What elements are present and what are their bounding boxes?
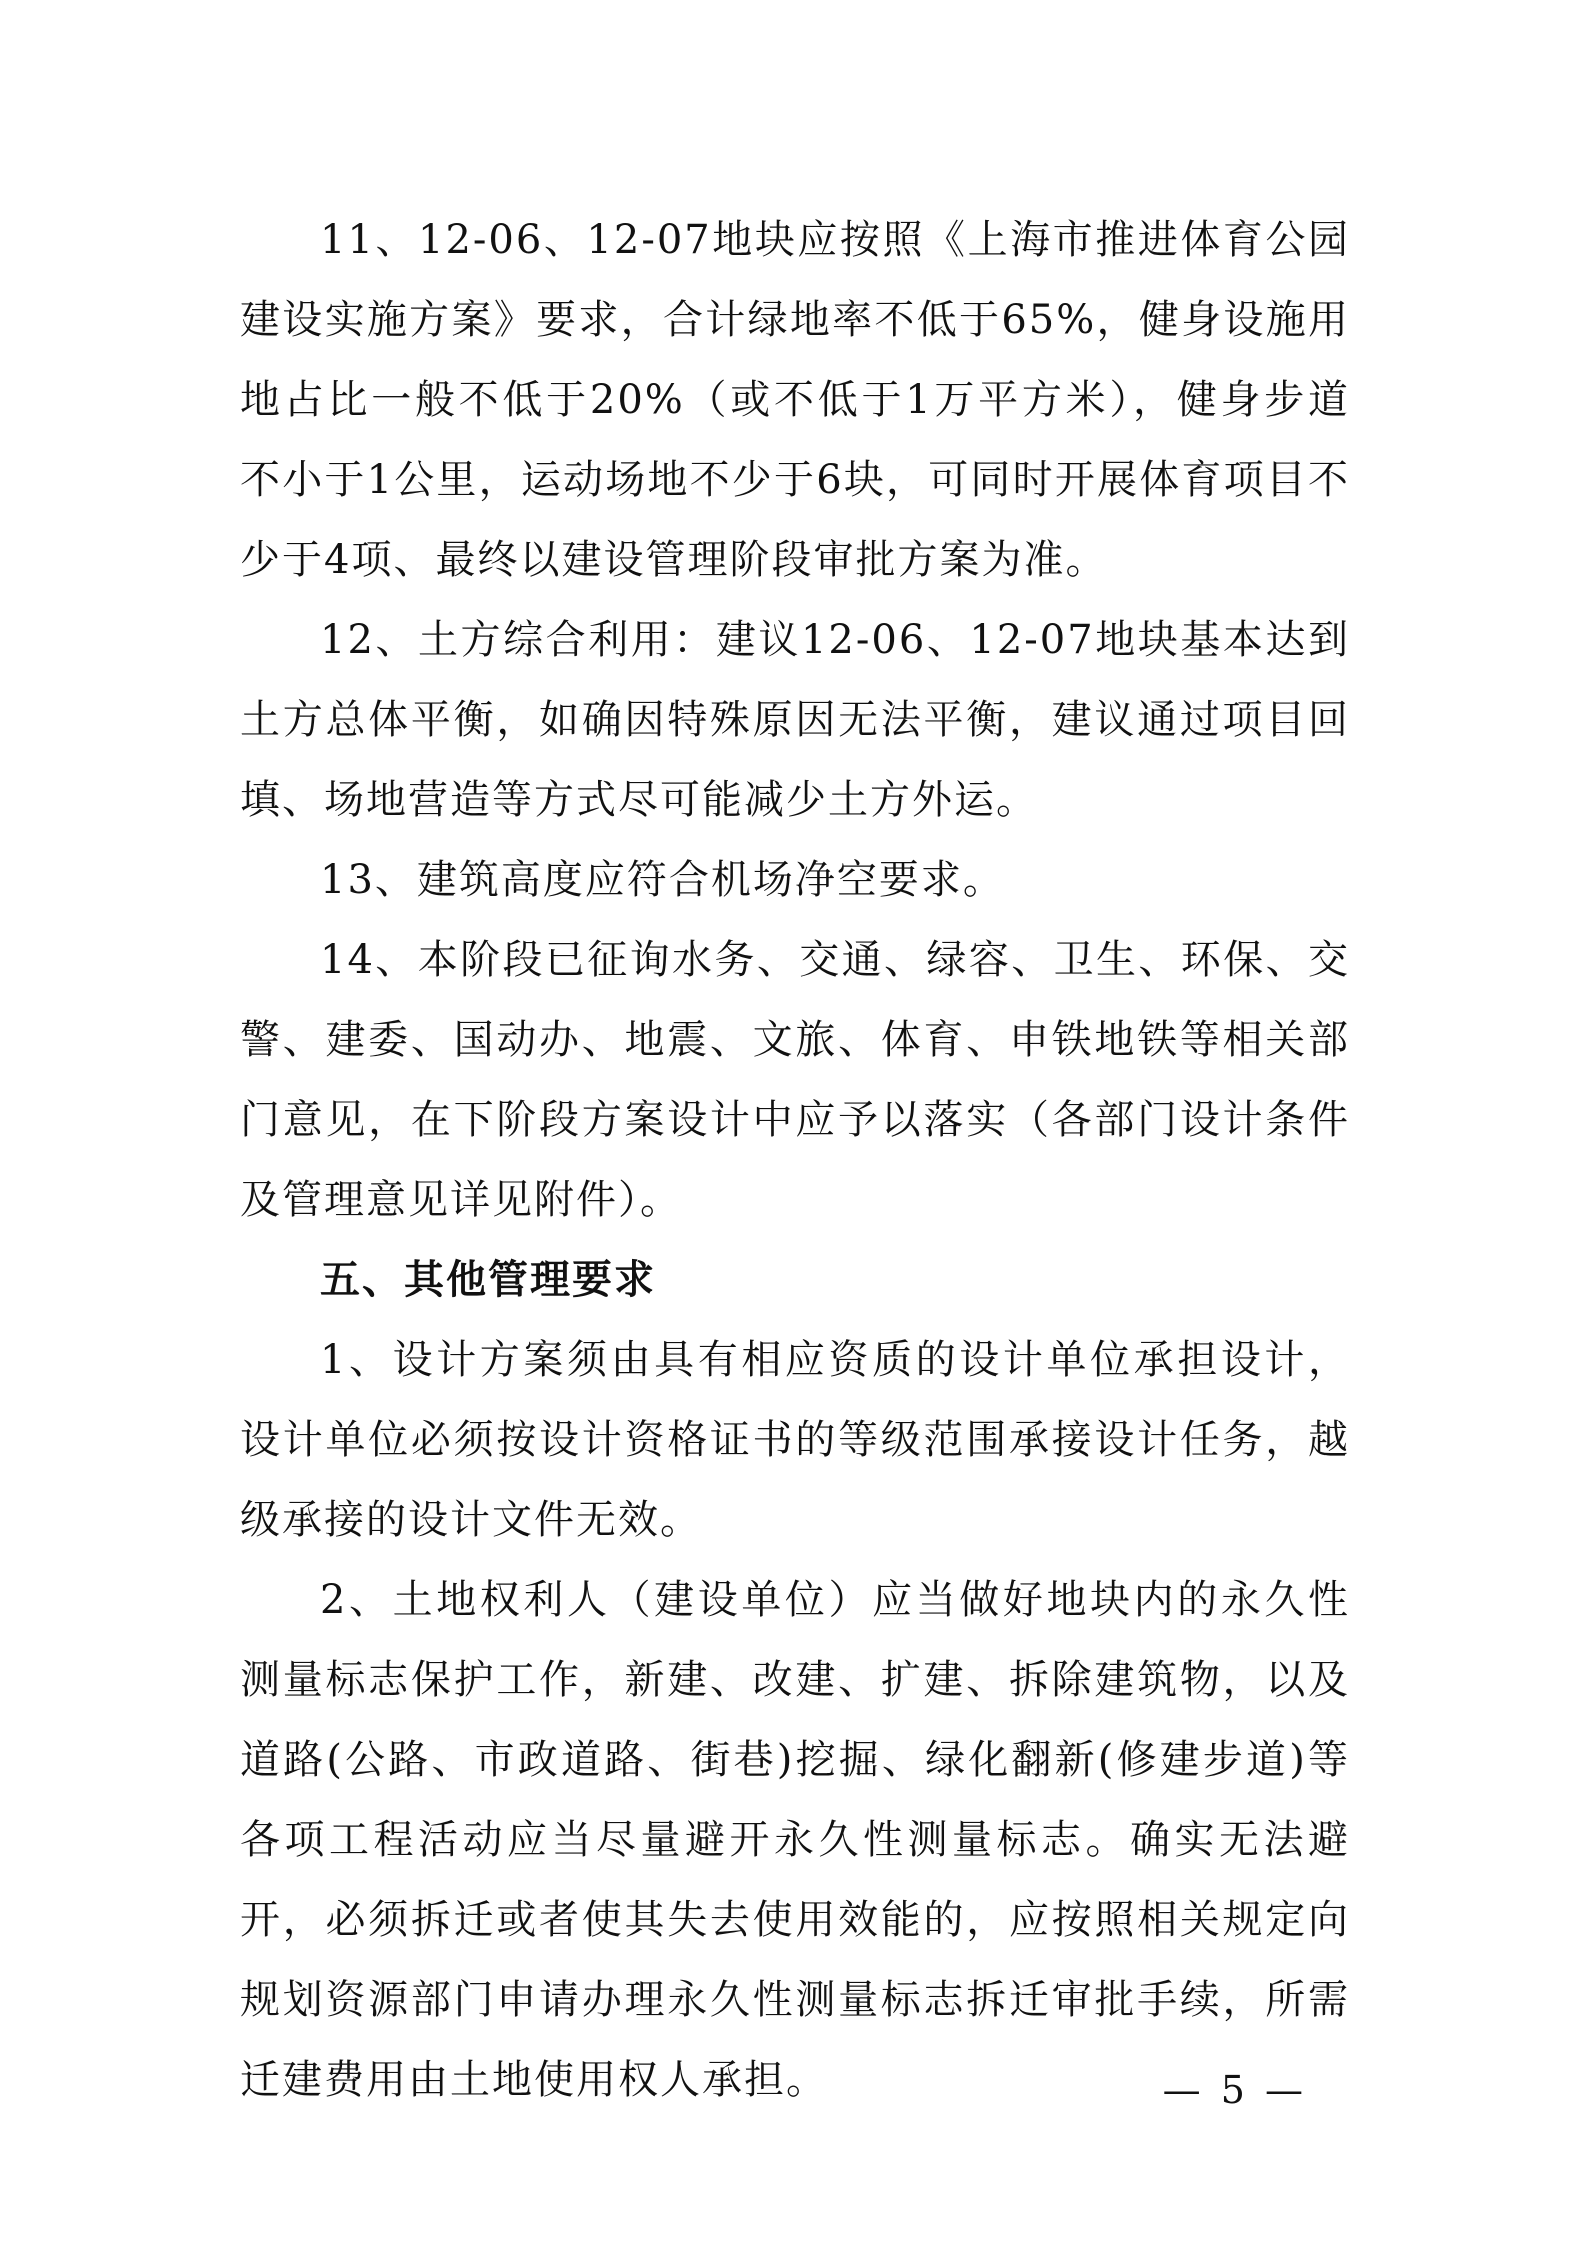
paragraph-item-13: 13、建筑高度应符合机场净空要求。 [320, 857, 1005, 903]
section-heading: 五、其他管理要求 [320, 1257, 656, 1303]
document-body [240, 200, 1350, 2120]
paragraph-item-11: 11、12-06、12-07地块应按照《上海市推进体育公园建设实施方案》要求，合计绿地率不低于65%，健身设施用地占比一般不低于20%（或不低于1万平方米），健身步道不小于1公里，运动场地不少于6块，可同时开展体育项目不少于4项、最终以建设管理阶段审批方案为准。 [240, 217, 1350, 583]
paragraph-item-12: 12、土方综合利用：建议12-06、12-07地块基本达到土方总体平衡，如确因特殊原因无法平衡，建议通过项目回填、场地营造等方式尽可能减少土方外运。 [240, 617, 1350, 823]
paragraph-item-14: 14、本阶段已征询水务、交通、绿容、卫生、环保、交警、建委、国动办、地震、文旅、体育、申铁地铁等相关部门意见，在下阶段方案设计中应予以落实（各部门设计条件及管理意见详见附件）。 [240, 937, 1350, 1223]
paragraph-item-2: 2、土地权利人（建设单位）应当做好地块内的永久性测量标志保护工作，新建、改建、扩建、拆除建筑物，以及道路(公路、市政道路、街巷)挖掘、绿化翻新(修建步道)等各项工程活动应当尽量避开永久性测量标志。确实无法避开，必须拆迁或者使其失去使用效能的，应按照相关规定向规划资源部门申请办理永久性测量标志拆迁审批手续，所需迁建费用由土地使用权人承担。 [240, 1577, 1350, 2103]
paragraph-item-1: 1、设计方案须由具有相应资质的设计单位承担设计，设计单位必须按设计资格证书的等级范围承接设计任务，越级承接的设计文件无效。 [240, 1337, 1350, 1543]
page-number: — 5 — [1162, 2068, 1307, 2112]
